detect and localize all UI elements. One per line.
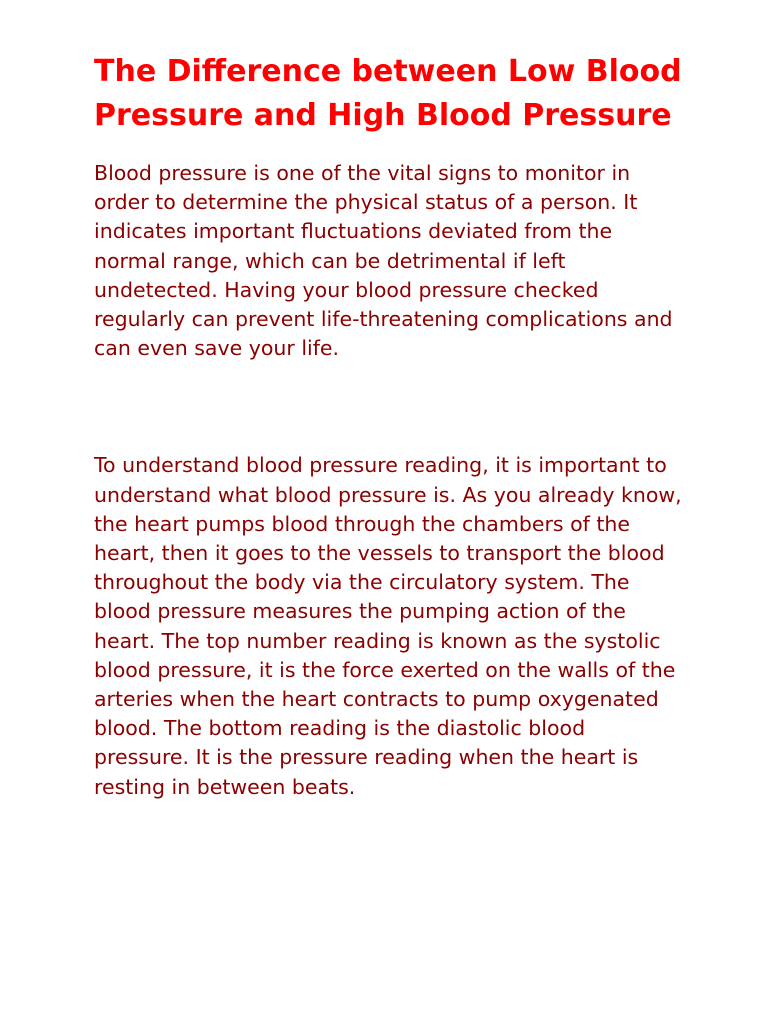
document-title: The Difference between Low Blood Pressure and High Blood Pressure (94, 54, 682, 133)
paragraph-blood-pressure-reading: To understand blood pressure reading, it is important to understand what blood pressure is. As you already know, the heart pumps blood through the chambers of the heart, then it goes to the vessels to transport the blood throughout the body via the circulatory system. The blood pressure measures the pumping action of the heart. The top number reading is known as the systolic blood pressure, it is the force exerted on the walls of the arteries when the heart contracts to pump oxygenated blood. The bottom reading is the diastolic blood pressure. It is the pressure reading when the heart is resting in between beats. (94, 453, 682, 799)
document-page (94, 50, 684, 802)
paragraph-intro: Blood pressure is one of the vital signs to monitor in order to determine the physical status of a person. It indicates important fluctuations deviated from the normal range, which can be detrimental if left undetected. Having your blood pressure checked regularly can prevent life-threatening complications and can even save your life. (94, 161, 673, 361)
